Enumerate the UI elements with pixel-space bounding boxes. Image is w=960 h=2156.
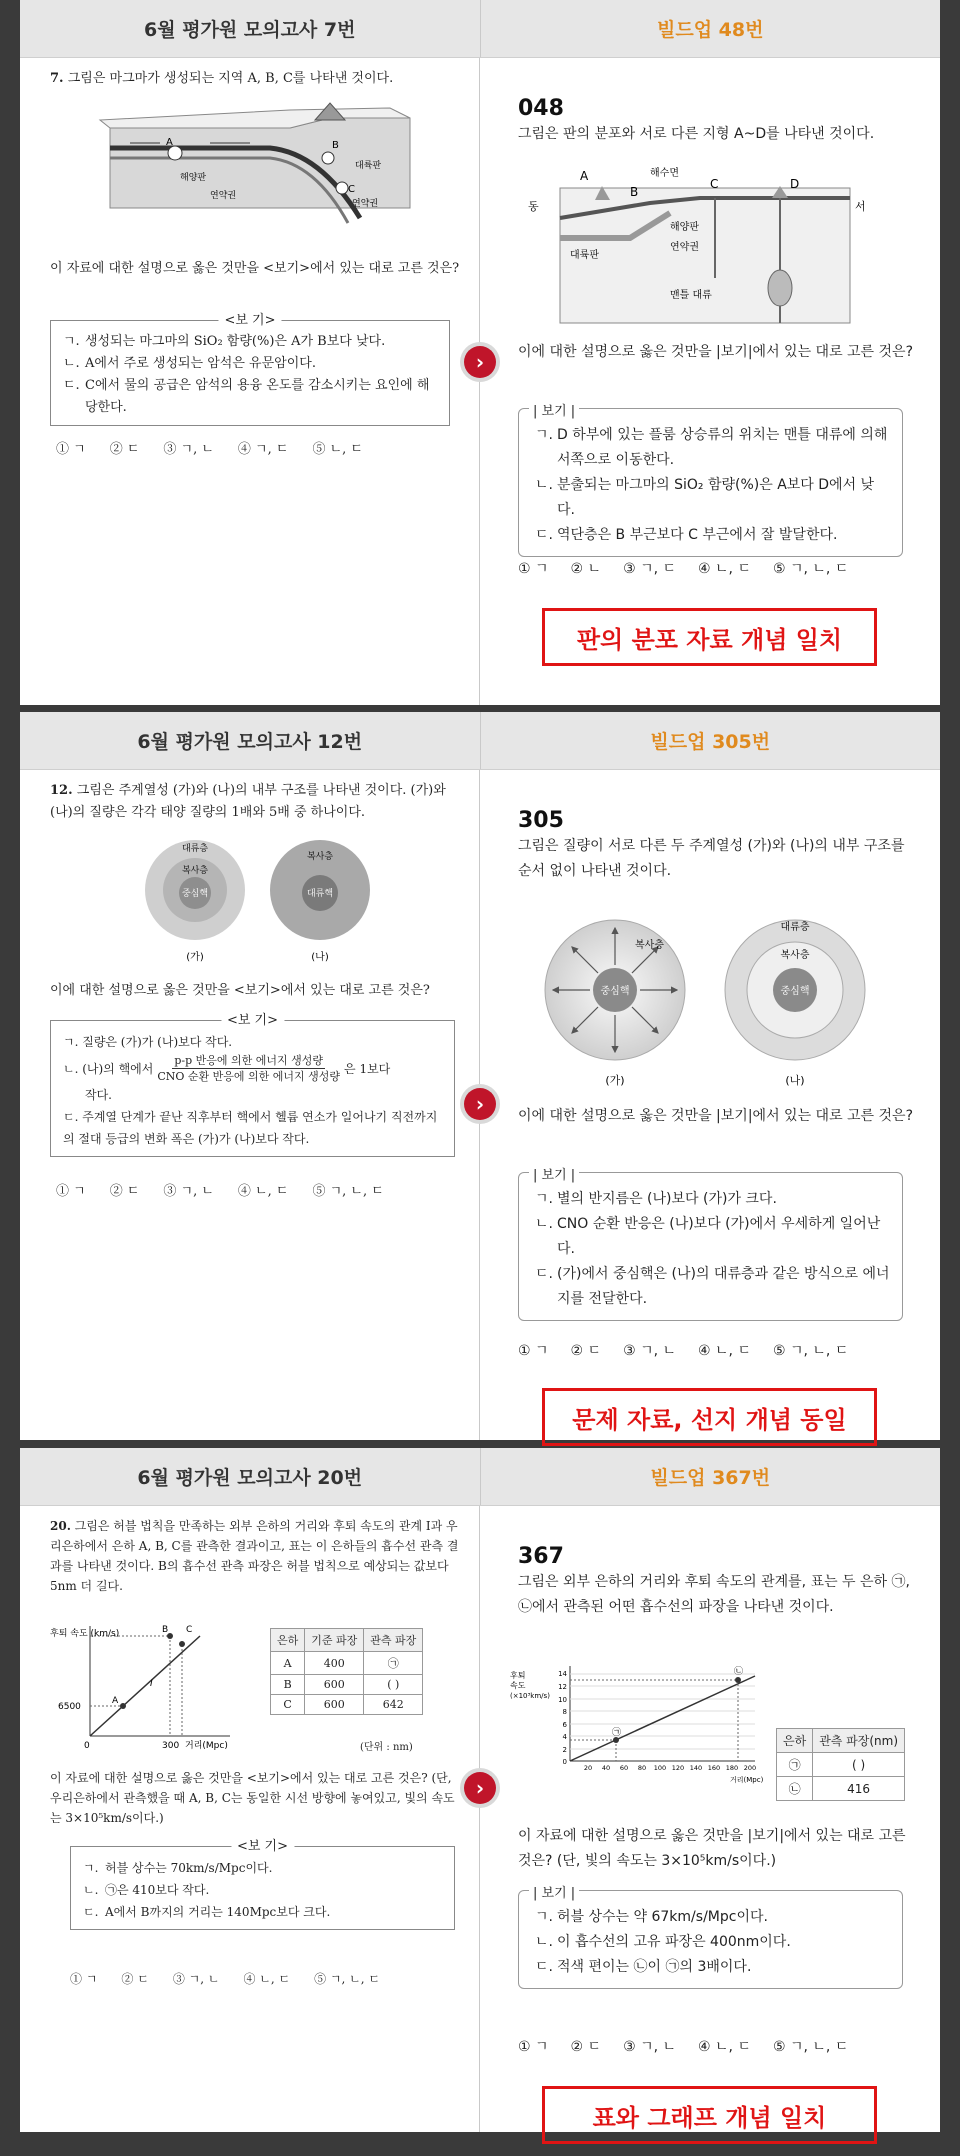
graph-x-tick-300: 300 (162, 1741, 180, 1751)
label-d: D (790, 177, 800, 191)
bogi-item: ㄱ. D 하부에 있는 플룸 상승류의 위치는 맨틀 대류에 의해 서쪽으로 이동한다. (535, 427, 888, 468)
answer-choices (518, 2036, 848, 2056)
comparison-block-3 (20, 1448, 940, 2132)
svg-text:후퇴: 후퇴 (510, 1671, 526, 1680)
choice-4[interactable]: ④ ㄴ, ㄷ (243, 1972, 291, 1986)
choice-5[interactable]: ⑤ ㄱ, ㄴ, ㄷ (312, 1184, 384, 1199)
table-row: ㉠ ( ) (777, 1753, 905, 1777)
label-asthenosphere-2: 연약권 (352, 199, 379, 209)
subduction-figure (90, 98, 430, 248)
question-prompt: 이 자료에 대한 설명으로 옳은 것만을 <보기>에서 있는 대로 고른 것은? (단, 우리은하에서 관측했을 때 A, B, C는 동일한 시선 방향에 놓여있고, 빛의 속도는 3×10⁵km/s이다.) (50, 1771, 455, 1825)
choice-1[interactable]: ① ㄱ (518, 1343, 549, 1359)
bogi-box (518, 1168, 903, 1321)
point-a-label: A (112, 1696, 119, 1706)
line-i-label: I (150, 1679, 153, 1689)
right-header: 빌드업 367번 (650, 1467, 771, 1489)
graph-y-tick-6500: 6500 (58, 1702, 81, 1712)
label-ga-core: 중심핵 (181, 889, 209, 899)
svg-text:14: 14 (558, 1670, 567, 1678)
choice-2[interactable]: ② ㄷ (109, 442, 140, 457)
problem-number: 367 (518, 1544, 564, 1569)
answer-choices (70, 1970, 380, 1987)
label-ga: (가) (605, 1074, 625, 1087)
graph-x-tick-0: 0 (84, 1741, 90, 1751)
choice-3[interactable]: ③ ㄱ, ㄴ (172, 1972, 220, 1986)
choice-2[interactable]: ② ㄴ (570, 561, 602, 577)
right-pane (480, 770, 940, 1440)
bogi-box (70, 1839, 455, 1930)
svg-text:180: 180 (725, 1764, 739, 1772)
table-row: A 400 ㉠ (271, 1652, 423, 1675)
right-header: 빌드업 305번 (650, 731, 771, 753)
choice-1[interactable]: ① ㄱ (56, 1184, 86, 1199)
label-b: B (630, 185, 639, 199)
bogi-title: <보 기> (221, 1010, 284, 1032)
bogi-item: ㄷ. 역단층은 B 부근보다 C 부근에서 잘 발달한다. (535, 527, 838, 543)
answer-choices (56, 1180, 384, 1199)
choice-2[interactable]: ② ㄷ (570, 1343, 602, 1359)
bogi-box (50, 1013, 455, 1157)
label-a: A (580, 169, 589, 183)
choice-1[interactable]: ① ㄱ (518, 2039, 549, 2055)
bogi-box (518, 1886, 903, 1989)
label-continental-plate: 대륙판 (570, 250, 599, 261)
block-header (20, 1448, 940, 1506)
choice-3[interactable]: ③ ㄱ, ㄴ (623, 1343, 677, 1359)
svg-text:10: 10 (558, 1696, 567, 1704)
choice-5[interactable]: ⑤ ㄱ, ㄴ, ㄷ (772, 561, 849, 577)
left-pane (20, 1506, 479, 2132)
label-ga-core: 중심핵 (600, 986, 630, 997)
label-east: 동 (528, 200, 539, 213)
left-pane (20, 58, 479, 705)
galaxy-table: 은하 관측 파장(nm) ㉠ ( ) ㉡ 416 (776, 1728, 905, 1801)
right-header: 빌드업 48번 (657, 19, 764, 41)
label-na-core: 중심핵 (780, 986, 810, 997)
bogi-item: ㄱ. 허블 상수는 70km/s/Mpc이다. (83, 1861, 273, 1875)
choice-5[interactable]: ⑤ ㄱ, ㄴ, ㄷ (314, 1972, 380, 1986)
svg-text:4: 4 (562, 1733, 567, 1741)
point-c-label: C (186, 1625, 193, 1635)
label-ga-radiative: 복사층 (181, 866, 209, 876)
svg-text:속도: 속도 (510, 1681, 526, 1690)
bogi-title: | 보기 | (529, 1881, 579, 1906)
bogi-item: ㄴ. 분출되는 마그마의 SiO₂ 함량(%)은 A보다 D에서 낮다. (535, 477, 875, 518)
choice-1[interactable]: ① ㄱ (56, 442, 86, 457)
question-prompt: 이 자료에 대한 설명으로 옳은 것만을 |보기|에서 있는 대로 고른 것은? (단, 빛의 속도는 3×10⁵km/s이다.) (518, 1828, 906, 1869)
choice-4[interactable]: ④ ㄱ, ㄷ (237, 442, 289, 457)
answer-choices (56, 438, 363, 457)
svg-text:40: 40 (601, 1764, 611, 1772)
choice-5[interactable]: ⑤ ㄱ, ㄴ, ㄷ (772, 2039, 849, 2055)
left-pane (20, 770, 479, 1440)
left-header: 6월 평가원 모의고사 7번 (20, 0, 481, 57)
choice-2[interactable]: ② ㄷ (109, 1184, 140, 1199)
point-1-label: ㉠ (612, 1728, 622, 1738)
choice-4[interactable]: ④ ㄴ, ㄷ (698, 2039, 751, 2055)
answer-choices (518, 1340, 848, 1360)
label-na-radiative: 복사층 (780, 950, 810, 961)
choice-2[interactable]: ② ㄷ (570, 2039, 602, 2055)
choice-2[interactable]: ② ㄷ (121, 1972, 149, 1986)
star-structure-figure (140, 835, 390, 965)
question-prompt: 이에 대한 설명으로 옳은 것만을 |보기|에서 있는 대로 고른 것은? (518, 344, 914, 360)
bogi-title: | 보기 | (529, 1163, 579, 1188)
block-header (20, 712, 940, 770)
plate-figure (520, 158, 880, 328)
table-unit: (단위 : nm) (360, 1742, 413, 1753)
label-ga: (가) (186, 952, 204, 963)
question-text: 그림은 판의 분포와 서로 다른 지형 A~D를 나타낸 것이다. (518, 126, 875, 142)
hubble-graph (50, 1616, 250, 1766)
choice-3[interactable]: ③ ㄱ, ㄴ (163, 1184, 214, 1199)
graph-xlabel: 거리(Mpc) (185, 1741, 228, 1751)
svg-text:60: 60 (619, 1764, 629, 1772)
problem-number: 305 (518, 808, 564, 833)
bogi-item: ㄱ. 질량은 (가)가 (나)보다 작다. (63, 1035, 233, 1049)
choice-3[interactable]: ③ ㄱ, ㄴ (623, 2039, 677, 2055)
svg-text:12: 12 (558, 1683, 567, 1691)
svg-text:0: 0 (562, 1758, 567, 1766)
label-mantle-convection: 맨틀 대류 (670, 290, 712, 301)
label-na: (나) (785, 1074, 805, 1087)
label-na: (나) (311, 952, 329, 963)
hubble-graph (510, 1656, 780, 1786)
table-row: C 600 642 (271, 1695, 423, 1715)
question-text: 7. 그림은 마그마가 생성되는 지역 A, B, C를 나타낸 것이다. (50, 71, 394, 86)
bogi-title: <보 기> (231, 1836, 294, 1858)
label-asthenosphere: 연약권 (210, 191, 237, 201)
svg-text:6: 6 (562, 1721, 567, 1729)
answer-choices (518, 558, 848, 578)
point-2-label: ㉡ (734, 1667, 744, 1677)
bogi-item: ㄷ. A에서 B까지의 거리는 140Mpc보다 크다. (83, 1905, 331, 1919)
svg-text:100: 100 (653, 1764, 667, 1772)
right-pane (480, 1506, 940, 2132)
bogi-title: <보 기> (218, 310, 281, 332)
bogi-item: ㄴ. (나)의 핵에서 p-p 반응에 의한 에너지 생성량 CNO 순환 반응에 의한 에너지 생성량 은 1보다 (63, 1054, 391, 1083)
bogi-item: ㄱ. 별의 반지름은 (나)보다 (가)가 크다. (535, 1191, 777, 1207)
bogi-item: ㄷ. (가)에서 중심핵은 (나)의 대류층과 같은 방식으로 에너지를 전달한다. (535, 1266, 890, 1307)
choice-5[interactable]: ⑤ ㄴ, ㄷ (312, 442, 363, 457)
compare-arrow-icon: › (460, 1768, 500, 1808)
choice-5[interactable]: ⑤ ㄱ, ㄴ, ㄷ (772, 1343, 849, 1359)
label-na-core: 대류핵 (306, 889, 334, 899)
label-c: C (348, 184, 355, 195)
graph-ylabel: 후퇴 속도 (km/s) (50, 1629, 120, 1639)
label-na-convective: 대류층 (780, 922, 810, 933)
table-row: ㉡ 416 (777, 1777, 905, 1801)
label-west: 서 (855, 200, 866, 213)
question-text: 20. 그림은 허블 법칙을 만족하는 외부 은하의 거리와 후퇴 속도의 관계 I과 우리은하에서 은하 A, B, C를 관측한 결과이고, 표는 이 은하들의 흡수선 관측 결과를 나타낸 것이다. B의 흡수선 관측 파장은 허블 법칙으로 예상되는 값보다 5nm 더 길다. (50, 1519, 459, 1593)
verdict-box: 표와 그래프 개념 일치 (542, 2086, 877, 2144)
question-prompt: 이 자료에 대한 설명으로 옳은 것만을 <보기>에서 있는 대로 고른 것은? (50, 261, 460, 276)
right-pane (480, 58, 940, 705)
label-asthenosphere: 연약권 (670, 242, 699, 253)
bogi-box (518, 404, 903, 557)
choice-3[interactable]: ③ ㄱ, ㄴ (163, 442, 214, 457)
question-text: 그림은 외부 은하의 거리와 후퇴 속도의 관계를, 표는 두 은하 ㉠, ㉡에서 관측된 어떤 흡수선의 파장을 나타낸 것이다. (518, 1574, 910, 1615)
left-header: 6월 평가원 모의고사 20번 (20, 1448, 481, 1505)
compare-arrow-icon: › (460, 1084, 500, 1124)
svg-text:160: 160 (707, 1764, 721, 1772)
choice-3[interactable]: ③ ㄱ, ㄷ (623, 561, 677, 577)
label-ocean-plate: 해양판 (180, 173, 207, 183)
bogi-item: ㄱ. 생성되는 마그마의 SiO₂ 함량(%)은 A가 B보다 낮다. (63, 334, 386, 349)
label-sea-level: 해수면 (650, 168, 679, 179)
bogi-item-continued: 작다. (85, 1088, 112, 1102)
comparison-block-1 (20, 0, 940, 705)
choice-4[interactable]: ④ ㄴ, ㄷ (698, 1343, 751, 1359)
table-row: B 600 ( ) (271, 1675, 423, 1695)
choice-4[interactable]: ④ ㄴ, ㄷ (698, 561, 751, 577)
label-a: A (166, 137, 173, 148)
bogi-item: ㄴ. 이 흡수선의 고유 파장은 400nm이다. (535, 1934, 791, 1950)
svg-text:140: 140 (689, 1764, 703, 1772)
bogi-title: | 보기 | (529, 399, 579, 424)
label-na-radiative: 복사층 (306, 852, 334, 862)
galaxy-table: 은하 기준 파장 관측 파장 A 400 ㉠ B 600 ( ) C 600 642 (270, 1628, 423, 1715)
compare-arrow-icon: › (460, 342, 500, 382)
question-text: 12. 그림은 주계열성 (가)와 (나)의 내부 구조를 나타낸 것이다. (가)와 (나)의 질량은 각각 태양 질량의 1배와 5배 중 하나이다. (50, 783, 446, 820)
graph-xlabel: 거리(Mpc) (730, 1776, 764, 1784)
label-ga-radiative: 복사층 (635, 940, 664, 951)
choice-1[interactable]: ① ㄱ (518, 561, 549, 577)
verdict-box: 판의 분포 자료 개념 일치 (542, 608, 877, 666)
fraction: p-p 반응에 의한 에너지 생성량 CNO 순환 반응에 의한 에너지 생성량 (157, 1054, 341, 1083)
label-b: B (332, 140, 339, 151)
svg-text:120: 120 (671, 1764, 685, 1772)
label-ocean-plate: 해양판 (670, 222, 699, 233)
bogi-item: ㄴ. ㉠은 410보다 작다. (83, 1883, 210, 1897)
point-b-label: B (162, 1625, 169, 1635)
label-continental-plate: 대륙판 (355, 161, 382, 171)
bogi-item: ㄴ. CNO 순환 반응은 (나)보다 (가)에서 우세하게 일어난다. (535, 1216, 881, 1257)
block-header (20, 0, 940, 58)
label-ga-convective: 대류층 (181, 844, 209, 854)
problem-number: 048 (518, 96, 564, 121)
bogi-item: ㄴ. A에서 주로 생성되는 암석은 유문암이다. (63, 356, 316, 371)
star-structure-figure (540, 910, 880, 1090)
bogi-item: ㄷ. 주계열 단계가 끝난 직후부터 핵에서 헬륨 연소가 일어나기 직전까지의 절대 등급의 변화 폭은 (가)가 (나)보다 작다. (63, 1110, 438, 1146)
bogi-item: ㄷ. C에서 물의 공급은 암석의 용융 온도를 감소시키는 요인에 해당한다. (63, 378, 430, 415)
bogi-item: ㄱ. 허블 상수는 약 67km/s/Mpc이다. (535, 1909, 768, 1925)
label-c: C (710, 177, 719, 191)
svg-text:20: 20 (583, 1764, 593, 1772)
question-prompt: 이에 대한 설명으로 옳은 것만을 <보기>에서 있는 대로 고른 것은? (50, 983, 430, 998)
choice-1[interactable]: ① ㄱ (70, 1972, 98, 1986)
svg-text:8: 8 (562, 1708, 567, 1716)
svg-text:2: 2 (562, 1746, 567, 1754)
svg-text:200: 200 (743, 1764, 757, 1772)
verdict-box: 문제 자료, 선지 개념 동일 (542, 1388, 877, 1446)
choice-4[interactable]: ④ ㄴ, ㄷ (237, 1184, 289, 1199)
svg-text:80: 80 (637, 1764, 647, 1772)
question-text: 그림은 질량이 서로 다른 두 주계열성 (가)와 (나)의 내부 구조를 순서 없이 나타낸 것이다. (518, 838, 905, 879)
left-header: 6월 평가원 모의고사 12번 (20, 712, 481, 769)
comparison-block-2 (20, 712, 940, 1440)
question-prompt: 이에 대한 설명으로 옳은 것만을 |보기|에서 있는 대로 고른 것은? (518, 1108, 914, 1124)
bogi-item: ㄷ. 적색 편이는 ㉡이 ㉠의 3배이다. (535, 1959, 752, 1975)
bogi-box (50, 313, 450, 426)
svg-text:(×10³km/s): (×10³km/s) (510, 1692, 550, 1700)
